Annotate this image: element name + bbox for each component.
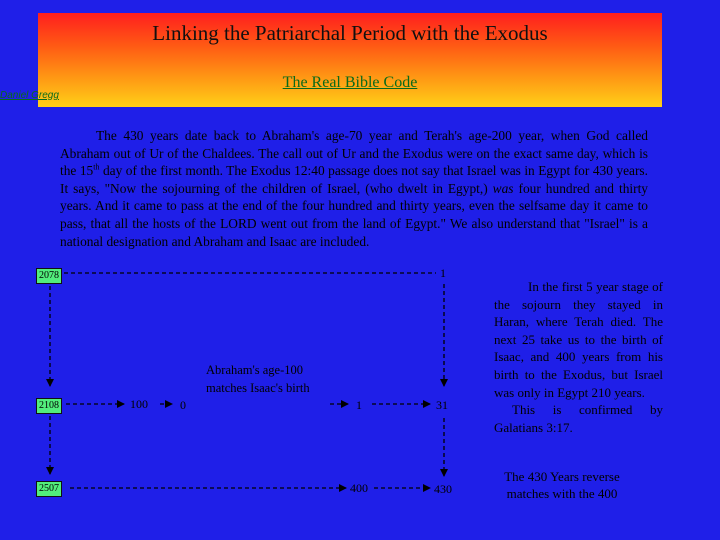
row2-value-c: 1 <box>356 398 362 412</box>
subtitle-link[interactable]: The Real Bible Code <box>282 74 418 91</box>
paragraph-emphasis: was <box>492 180 514 196</box>
paragraph-text-2: day of the first month. The Exodus 12:40 passage does not say that Israel was in Egypt for 430 years. It says, "Now the sojourning of the children of Israel, (who dwelt in Egypt,) <box>60 163 648 196</box>
sidebar-text-2: This is confirmed by Galatians 3:17. <box>494 402 663 435</box>
author-link[interactable]: Daniel Gregg <box>0 90 59 101</box>
row2-value-a: 100 <box>130 397 148 411</box>
page-title: Linking the Patriarchal Period with the Exodus <box>152 21 548 45</box>
year-box-2078: 2078 <box>36 268 62 284</box>
row3-value-d: 430 <box>434 482 452 496</box>
paragraph-text-3: four hundred and thirty years. And it came to pass at the end of the four hundred and thirty years, even the selfsame day it came to pass, that all the hosts of the LORD went out from the land of Egypt." We also understand that "Israel" is a national designation and Abraham and Isaac are included. <box>60 180 648 249</box>
ordinal-suffix: th <box>93 162 100 172</box>
year-box-2108: 2108 <box>36 398 62 414</box>
row3-value-c: 400 <box>350 481 368 495</box>
reverse-match-note: The 430 Years reverse matches with the 400 <box>504 469 620 501</box>
sidebar-explanation <box>494 278 663 436</box>
isaac-birth-note: Abraham's age-100 matches Isaac's birth <box>206 363 310 395</box>
year-box-2507: 2507 <box>36 481 62 497</box>
row2-value-b: 0 <box>180 398 186 412</box>
sidebar-text-1: In the first 5 year stage of the sojourn they stayed in Haran, where Terah died. The next 25 take us to the birth of Isaac, and 400 years from his birth to the Exodus, but Israel was only in Egypt 210 years. <box>494 279 663 400</box>
row1-value: 1 <box>440 266 446 280</box>
paragraph-text-1: The 430 years date back to Abraham's age-70 year and Terah's age-200 year, when God called Abraham out of Ur of the Chaldees. The call out of Ur and the Exodus were on the exact same day, which is the 15 <box>60 128 648 179</box>
row2-value-d: 31 <box>436 398 448 412</box>
